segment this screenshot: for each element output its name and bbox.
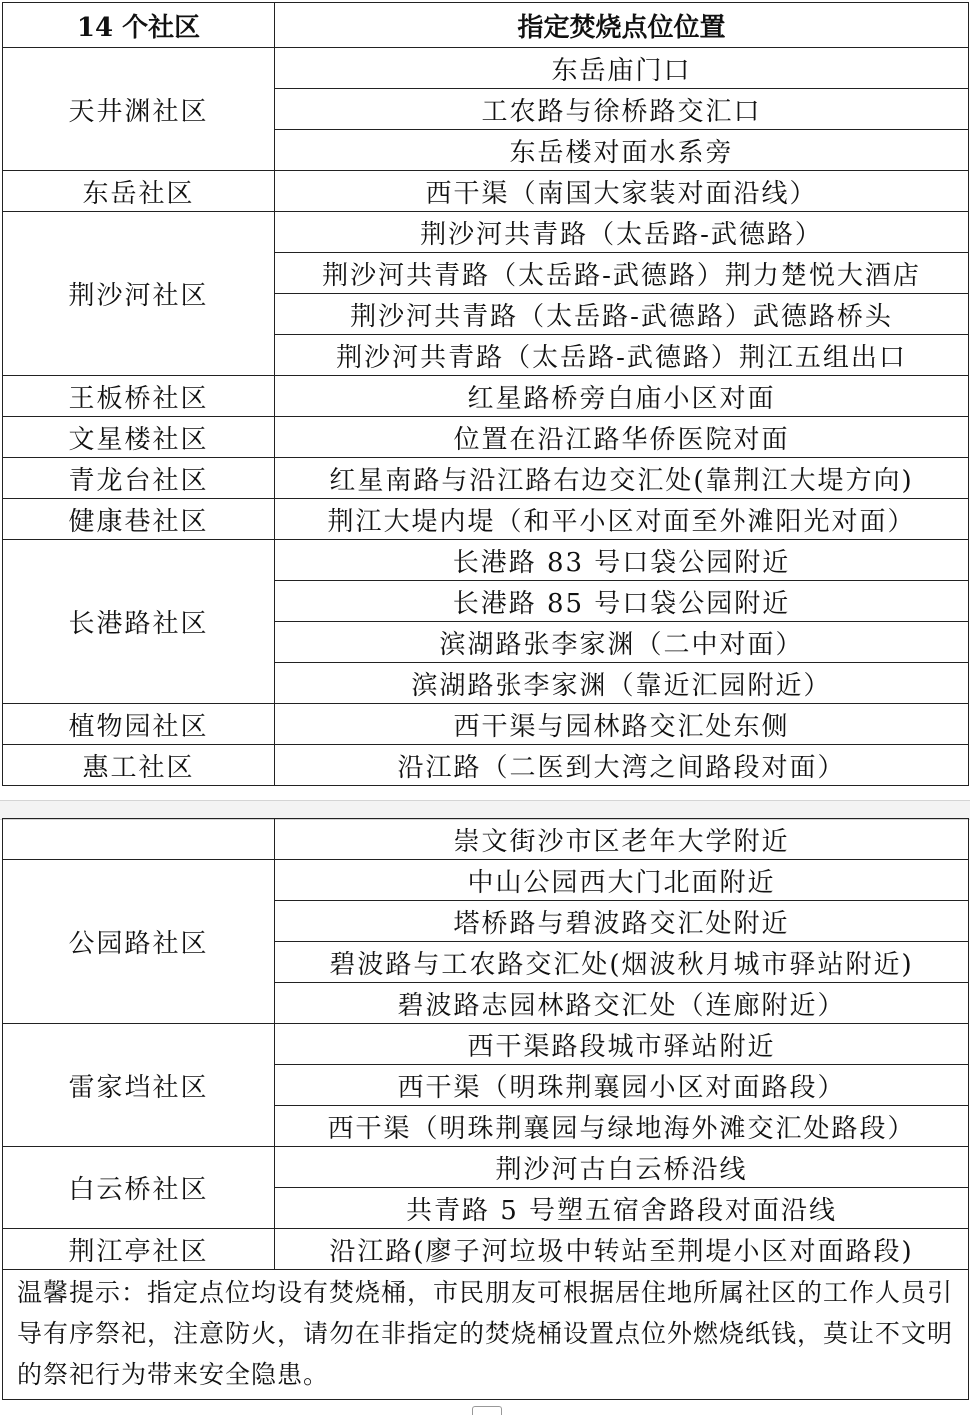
location-cell: 位置在沿江路华侨医院对面 [275, 417, 969, 458]
table-row [3, 1147, 969, 1188]
location-cell: 西干渠路段城市驿站附近 [275, 1024, 969, 1065]
location-cell: 沿江路（二医到大湾之间路段对面） [275, 745, 969, 786]
table-row [3, 171, 969, 212]
community-name: 惠工社区 [3, 745, 275, 786]
location-cell: 滨湖路张李家渊（靠近汇园附近） [275, 663, 969, 704]
burning-sites-table [2, 2, 969, 786]
location-cell: 碧波路志园林路交汇处（连廊附近） [275, 983, 969, 1024]
community-name: 荆沙河社区 [3, 212, 275, 376]
community-name: 王板桥社区 [3, 376, 275, 417]
header-location: 指定焚烧点位位置 [275, 3, 969, 48]
note-row [3, 1270, 969, 1400]
community-name: 公园路社区 [3, 860, 275, 1024]
warm-tip-note: 温馨提示：指定点位均设有焚烧桶，市民朋友可根据居住地所属社区的工作人员引导有序祭祀，注意防火，请勿在非指定的焚烧桶设置点位外燃烧纸钱，莫让不文明的祭祀行为带来安全隐患。 [3, 1270, 969, 1400]
community-name: 白云桥社区 [3, 1147, 275, 1229]
table-body-continued [3, 819, 969, 1270]
community-name: 文星楼社区 [3, 417, 275, 458]
community-name: 东岳社区 [3, 171, 275, 212]
page-break [0, 800, 970, 820]
location-cell: 塔桥路与碧波路交汇处附近 [275, 901, 969, 942]
location-cell: 西干渠（南国大家装对面沿线） [275, 171, 969, 212]
location-cell: 荆沙河共青路（太岳路-武德路）荆力楚悦大酒店 [275, 253, 969, 294]
location-cell: 荆沙河共青路（太岳路-武德路） [275, 212, 969, 253]
table-row [3, 499, 969, 540]
table-header-row [3, 3, 969, 48]
table-row [3, 704, 969, 745]
location-cell: 崇文街沙市区老年大学附近 [275, 819, 969, 860]
location-cell: 工农路与徐桥路交汇口 [275, 89, 969, 130]
community-name: 植物园社区 [3, 704, 275, 745]
location-cell: 中山公园西大门北面附近 [275, 860, 969, 901]
location-cell: 荆沙河共青路（太岳路-武德路）武德路桥头 [275, 294, 969, 335]
table-row [3, 48, 969, 89]
table-row [3, 745, 969, 786]
table-row [3, 860, 969, 901]
location-cell: 沿江路(廖子河垃圾中转站至荆堤小区对面路段) [275, 1229, 969, 1270]
table-row [3, 1229, 969, 1270]
table-row [3, 819, 969, 860]
location-cell: 长港路 85 号口袋公园附近 [275, 581, 969, 622]
table-body [3, 48, 969, 786]
location-cell: 东岳楼对面水系旁 [275, 130, 969, 171]
location-cell: 西干渠（明珠荆襄园与绿地海外滩交汇处路段） [275, 1106, 969, 1147]
table-row [3, 376, 969, 417]
community-name: 荆江亭社区 [3, 1229, 275, 1270]
header-community: 14 个社区 [3, 3, 275, 48]
location-cell: 红星路桥旁白庙小区对面 [275, 376, 969, 417]
community-name: 天井渊社区 [3, 48, 275, 171]
table-row [3, 417, 969, 458]
location-cell: 西干渠与园林路交汇处东侧 [275, 704, 969, 745]
location-cell: 滨湖路张李家渊（二中对面） [275, 622, 969, 663]
location-cell: 碧波路与工农路交汇处(烟波秋月城市驿站附近) [275, 942, 969, 983]
burning-sites-table-continued [2, 818, 969, 1400]
community-name: 雷家垱社区 [3, 1024, 275, 1147]
location-cell: 东岳庙门口 [275, 48, 969, 89]
location-cell: 长港路 83 号口袋公园附近 [275, 540, 969, 581]
table-row [3, 540, 969, 581]
community-name: 健康巷社区 [3, 499, 275, 540]
location-cell: 荆江大堤内堤（和平小区对面至外滩阳光对面） [275, 499, 969, 540]
location-cell: 西干渠（明珠荆襄园小区对面路段） [275, 1065, 969, 1106]
community-name: 青龙台社区 [3, 458, 275, 499]
location-cell: 红星南路与沿江路右边交汇处(靠荆江大堤方向) [275, 458, 969, 499]
table-row [3, 1024, 969, 1065]
table-row [3, 458, 969, 499]
community-name: 长港路社区 [3, 540, 275, 704]
location-cell: 荆沙河共青路（太岳路-武德路）荆江五组出口 [275, 335, 969, 376]
community-cell-empty [3, 819, 275, 860]
table-row [3, 212, 969, 253]
location-cell: 共青路 5 号塑五宿舍路段对面沿线 [275, 1188, 969, 1229]
location-cell: 荆沙河古白云桥沿线 [275, 1147, 969, 1188]
